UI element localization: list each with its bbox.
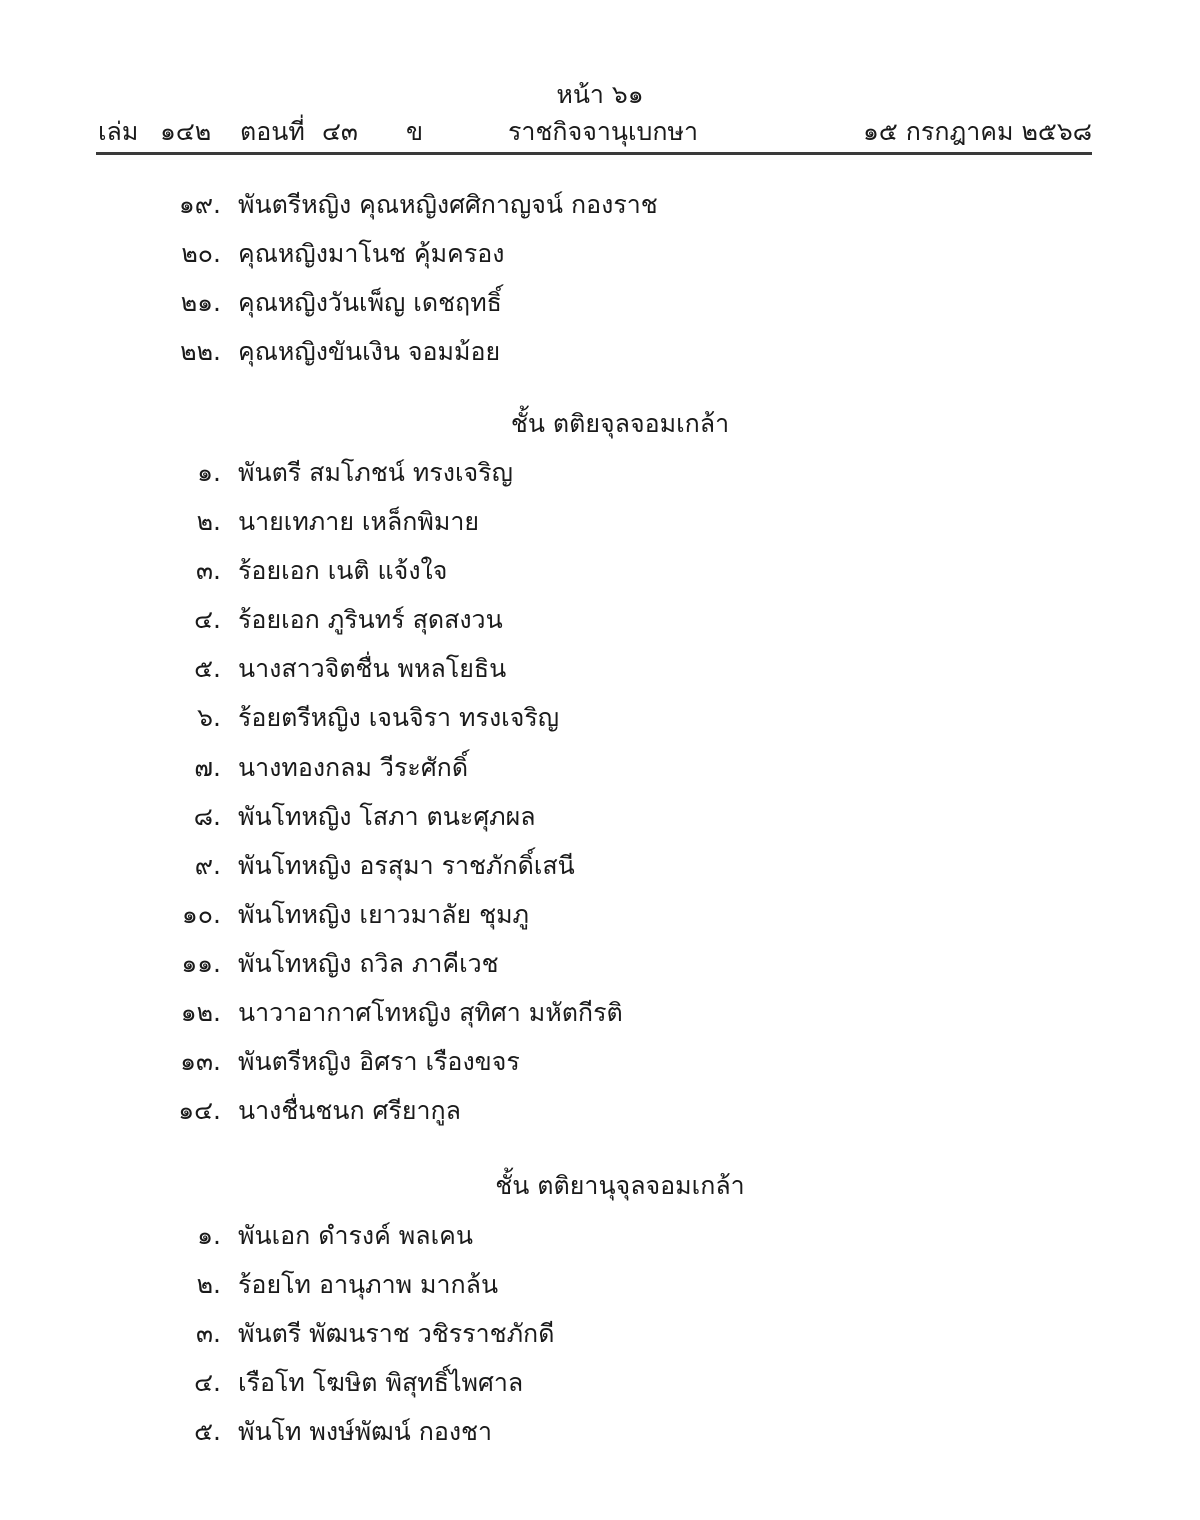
list-item	[0, 229, 1200, 278]
list-item	[0, 1086, 1200, 1135]
item-number: ๔.	[194, 605, 221, 635]
item-number: ๒๒.	[180, 337, 221, 367]
item-number: ๑.	[197, 1221, 221, 1250]
item-number: ๑๒.	[180, 998, 221, 1028]
item-name: พันเอก ดำรงค์ พลเคน	[238, 1221, 473, 1250]
list-item	[0, 180, 1200, 229]
item-name: พันตรี สมโภชน์ ทรงเจริญ	[238, 458, 513, 487]
item-number: ๘.	[193, 801, 221, 831]
page-number: หน้า ๖๑	[556, 80, 644, 109]
item-name: คุณหญิงวันเพ็ญ เดชฤทธิ์	[238, 288, 502, 318]
publication-date: ๑๕ กรกฎาคม ๒๕๖๘	[863, 117, 1092, 146]
item-name: นาวาอากาศโทหญิง สุทิศา มหัตกีรติ	[238, 998, 623, 1028]
volume-label: เล่ม	[98, 117, 139, 146]
item-number: ๑๐.	[181, 899, 221, 929]
item-name: นายเทภาย เหล็กพิมาย	[238, 507, 480, 537]
item-number: ๒.	[196, 1270, 221, 1300]
item-number: ๒.	[196, 507, 221, 537]
item-number: ๒๑.	[180, 288, 221, 318]
item-number: ๙.	[194, 850, 221, 880]
junior-tertiary-class-list	[0, 1211, 1200, 1456]
item-number: ๒๐.	[181, 239, 221, 269]
item-name: พันโทหญิง เยาวมาลัย ชุมภู	[238, 899, 530, 929]
list-item	[0, 1260, 1200, 1309]
item-number: ๔.	[194, 1368, 221, 1398]
item-name: พันโทหญิง ถวิล ภาคีเวช	[238, 948, 499, 978]
list-item	[0, 327, 1200, 376]
item-name: เรือโท โฆษิต พิสุทธิ์ไพศาล	[238, 1368, 524, 1398]
item-name: ร้อยเอก ภูรินทร์ สุดสงวน	[238, 605, 503, 635]
list-item	[0, 448, 1200, 497]
item-number: ๕.	[194, 1417, 221, 1447]
publication-name: ราชกิจจานุเบกษา	[508, 117, 699, 146]
item-number: ๑๓.	[180, 1047, 221, 1077]
list-item	[0, 890, 1200, 939]
item-name: ร้อยตรีหญิง เจนจิรา ทรงเจริญ	[238, 703, 560, 733]
list-item	[0, 546, 1200, 595]
item-name: พันตรีหญิง คุณหญิงศศิกาญจน์ กองราช	[238, 190, 658, 219]
section-letter: ข	[406, 117, 424, 146]
item-number: ๖.	[197, 703, 221, 733]
item-name: ร้อยโท อานุภาพ มากล้น	[238, 1270, 499, 1300]
list-item	[0, 1407, 1200, 1456]
list-item	[0, 792, 1200, 841]
item-number: ๑๑.	[181, 948, 221, 978]
item-number: ๗.	[194, 752, 221, 782]
list-item	[0, 693, 1200, 742]
item-number: ๑๙.	[178, 190, 221, 219]
item-name: พันโทหญิง อรสุมา ราชภักดิ์เสนี	[238, 850, 575, 880]
list-item	[0, 644, 1200, 693]
item-number: ๕.	[194, 654, 221, 684]
item-number: ๑๔.	[178, 1096, 221, 1126]
list-item	[0, 841, 1200, 890]
issue-label: ตอนที่	[240, 117, 305, 146]
item-name: พันโทหญิง โสภา ตนะศุภผล	[238, 801, 536, 831]
item-number: ๓.	[195, 556, 221, 586]
item-name: พันตรีหญิง อิศรา เรืองขจร	[238, 1047, 520, 1077]
item-name: ร้อยเอก เนติ แจ้งใจ	[238, 556, 448, 586]
header-divider	[96, 152, 1092, 155]
list-item	[0, 1309, 1200, 1358]
list-item	[0, 278, 1200, 327]
item-name: พันตรี พัฒนราช วชิรราชภักดี	[238, 1319, 555, 1349]
list-item	[0, 988, 1200, 1037]
list-item	[0, 497, 1200, 546]
item-name: คุณหญิงขันเงิน จอมม้อย	[238, 337, 501, 367]
list-item	[0, 743, 1200, 792]
item-name: นางทองกลม วีระศักดิ์	[238, 752, 469, 782]
item-name: พันโท พงษ์พัฒน์ กองชา	[238, 1417, 493, 1447]
continued-name-list	[0, 180, 1200, 376]
item-number: ๑.	[197, 458, 221, 487]
item-name: คุณหญิงมาโนช คุ้มครอง	[238, 239, 505, 269]
item-number: ๓.	[195, 1319, 221, 1349]
list-item	[0, 595, 1200, 644]
tertiary-class-list	[0, 448, 1200, 1135]
issue-number: ๔๓	[322, 117, 359, 146]
list-item	[0, 1358, 1200, 1407]
volume-number: ๑๔๒	[160, 117, 212, 146]
list-item	[0, 1211, 1200, 1260]
gazette-header	[98, 116, 1092, 148]
class-heading-tertiary: ชั้น ตติยจุลจอมเกล้า	[510, 409, 730, 438]
class-heading-junior-tertiary: ชั้น ตติยานุจุลจอมเกล้า	[495, 1171, 745, 1200]
item-name: นางสาวจิตชื่น พหลโยธิน	[238, 654, 507, 684]
list-item	[0, 939, 1200, 988]
item-name: นางชื่นชนก ศรียากูล	[238, 1096, 461, 1126]
list-item	[0, 1037, 1200, 1086]
